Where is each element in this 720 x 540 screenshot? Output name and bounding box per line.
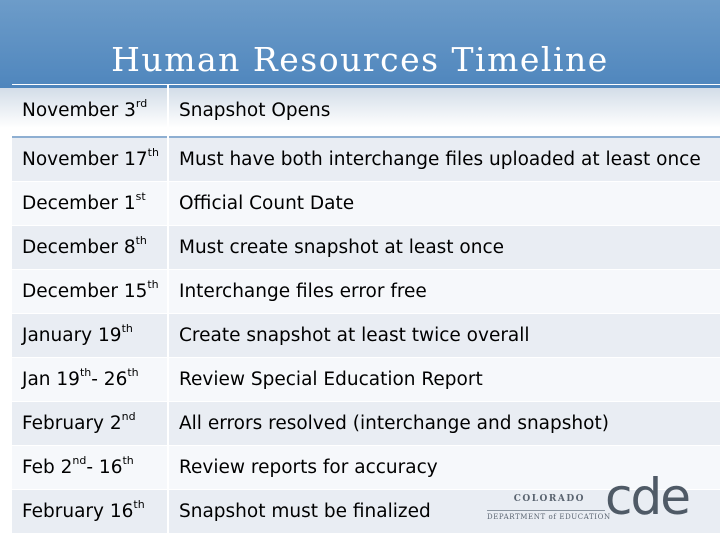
task-cell: Review reports for accuracy xyxy=(168,446,720,490)
timeline-table xyxy=(12,84,720,533)
task-cell: Must create snapshot at least once xyxy=(168,226,720,270)
date-cell: Feb 2nd- 16th xyxy=(12,446,168,490)
task-cell: Snapshot must be finalized xyxy=(168,490,720,534)
table-row xyxy=(12,226,720,270)
logo-line-department: DEPARTMENT of EDUCATION xyxy=(487,510,605,523)
date-cell: February 16th xyxy=(12,490,168,534)
date-cell: Jan 19th- 26th xyxy=(12,358,168,402)
task-cell: Review Special Education Report xyxy=(168,358,720,402)
table-row xyxy=(12,182,720,226)
task-cell: Create snapshot at least twice overall xyxy=(168,314,720,358)
task-cell: Must have both interchange files uploaded at least once xyxy=(168,137,720,182)
date-cell: November 17th xyxy=(12,137,168,182)
cde-logo xyxy=(487,468,697,530)
table-row xyxy=(12,137,720,182)
date-cell: December 1st xyxy=(12,182,168,226)
task-cell: Official Count Date xyxy=(168,182,720,226)
date-cell: December 15th xyxy=(12,270,168,314)
date-cell: November 3rd xyxy=(12,85,168,138)
page-title: Human Resources Timeline xyxy=(111,40,609,79)
task-cell: All errors resolved (interchange and snapshot) xyxy=(168,402,720,446)
date-cell: January 19th xyxy=(12,314,168,358)
date-cell: February 2nd xyxy=(12,402,168,446)
table-row xyxy=(12,358,720,402)
task-cell: Interchange files error free xyxy=(168,270,720,314)
task-cell: Snapshot Opens xyxy=(179,100,331,121)
logo-mark: cde xyxy=(605,468,689,526)
table-row xyxy=(12,270,720,314)
date-cell: December 8th xyxy=(12,226,168,270)
table-row xyxy=(12,85,720,138)
logo-line-colorado: COLORADO xyxy=(513,494,585,504)
table-row xyxy=(12,402,720,446)
title-banner xyxy=(0,0,720,88)
table-row xyxy=(12,314,720,358)
